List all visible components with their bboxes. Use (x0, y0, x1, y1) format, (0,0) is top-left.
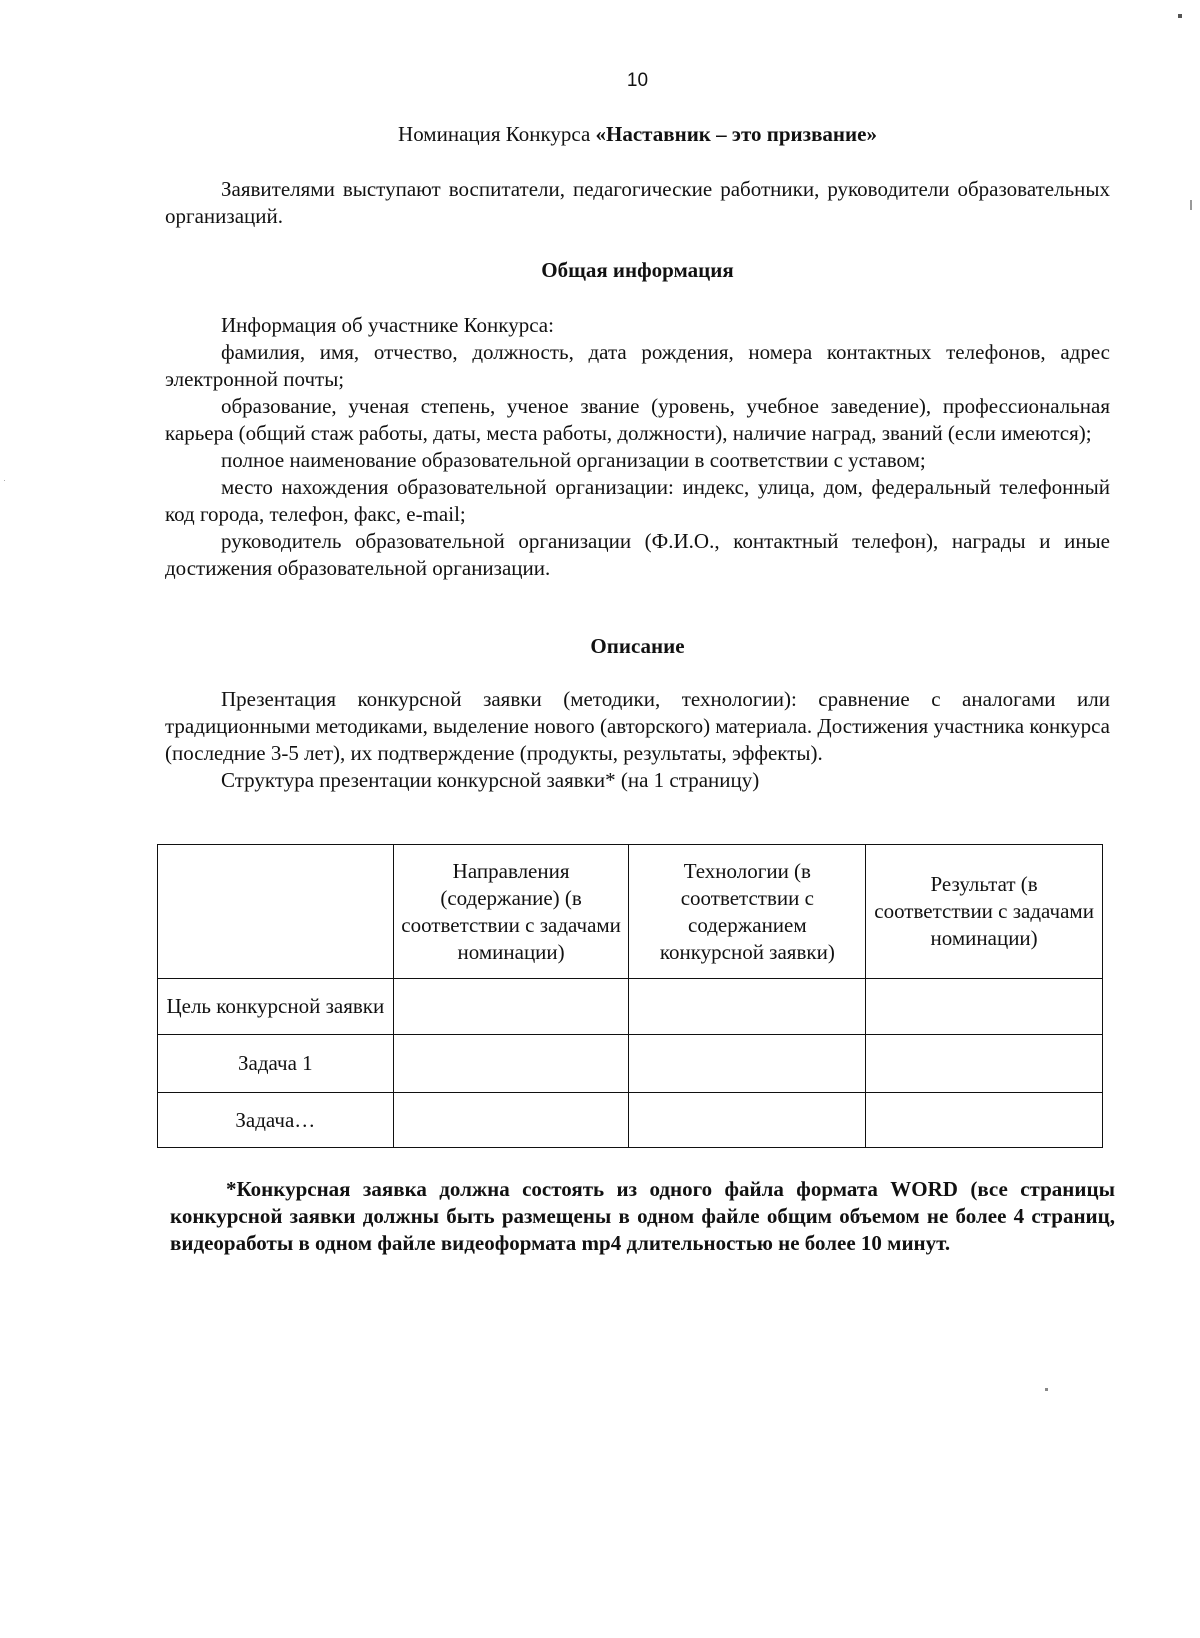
table-cell (629, 1035, 866, 1093)
general-info-paragraph: полное наименование образовательной организации в соответствии с уставом; (221, 448, 926, 472)
table-cell (629, 1093, 866, 1148)
table-cell (393, 979, 629, 1035)
table-header-row (158, 845, 1103, 979)
table-header-cell: Технологии (в соответствии с содержанием конкурсной заявки) (629, 845, 866, 979)
table-cell (866, 1093, 1103, 1148)
description-paragraph: Презентация конкурсной заявки (методики, технологии): сравнение с аналогами или традиционными методиками, выделение нового (авторского) материала. Достижения участника конкурса (последние 3-5 лет), их подтверждение (продукты, результаты, эффекты). (165, 687, 1110, 765)
general-info-paragraph: Информация об участнике Конкурса: (221, 313, 554, 337)
table-header-cell: Результат (в соответствии с задачами номинации) (866, 845, 1103, 979)
table-row (158, 979, 1103, 1035)
table-row-label: Цель конкурсной заявки (158, 979, 394, 1035)
general-info-paragraph: фамилия, имя, отчество, должность, дата рождения, номера контактных телефонов, адрес электронной почты; (165, 340, 1110, 391)
presentation-structure-table (157, 844, 1103, 1148)
general-info-paragraph: место нахождения образовательной организации: индекс, улица, дом, федеральный телефонный код города, телефон, факс, e-mail; (165, 475, 1110, 526)
scan-speck (1190, 200, 1192, 210)
table-cell (866, 1035, 1103, 1093)
table-cell (866, 979, 1103, 1035)
general-info-body (165, 312, 1110, 582)
table-row-label: Задача 1 (158, 1035, 394, 1093)
table-row (158, 1035, 1103, 1093)
table-header-cell (158, 845, 394, 979)
table-row (158, 1093, 1103, 1148)
table-header-cell: Направления (содержание) (в соответствии с задачами номинации) (393, 845, 629, 979)
applicants-paragraph: Заявителями выступают воспитатели, педагогические работники, руководители образовательных организаций. (165, 177, 1110, 228)
table-cell (393, 1035, 629, 1093)
general-info-paragraph: руководитель образовательной организации (Ф.И.О., контактный телефон), награды и иные достижения образовательной организации. (165, 529, 1110, 580)
table-cell (393, 1093, 629, 1148)
scan-speck (1178, 14, 1182, 18)
nomination-title (0, 122, 1200, 147)
nomination-prefix: Номинация Конкурса (398, 122, 596, 146)
scan-speck (1045, 1388, 1048, 1391)
nomination-name: «Наставник – это призвание» (595, 122, 877, 146)
general-info-paragraph: образование, ученая степень, ученое звание (уровень, учебное заведение), профессиональная карьера (общий стаж работы, даты, места работы, должности), наличие наград, званий (если имеются); (165, 394, 1110, 445)
footnote: *Конкурсная заявка должна состоять из одного файла формата WORD (все страницы конкурсной заявки должны быть размещены в одном файле общим объемом не более 4 страниц, видеоработы в одном файле видеоформата mp4 длительностью не более 10 минут. (170, 1177, 1115, 1255)
table-cell (629, 979, 866, 1035)
general-info-heading: Общая информация (541, 258, 734, 282)
description-body (165, 686, 1110, 794)
page-number: 10 (626, 70, 649, 91)
scan-speck (4, 480, 5, 481)
description-heading: Описание (590, 634, 685, 658)
structure-caption: Структура презентации конкурсной заявки* (на 1 страницу) (221, 768, 760, 792)
table-row-label: Задача… (158, 1093, 394, 1148)
